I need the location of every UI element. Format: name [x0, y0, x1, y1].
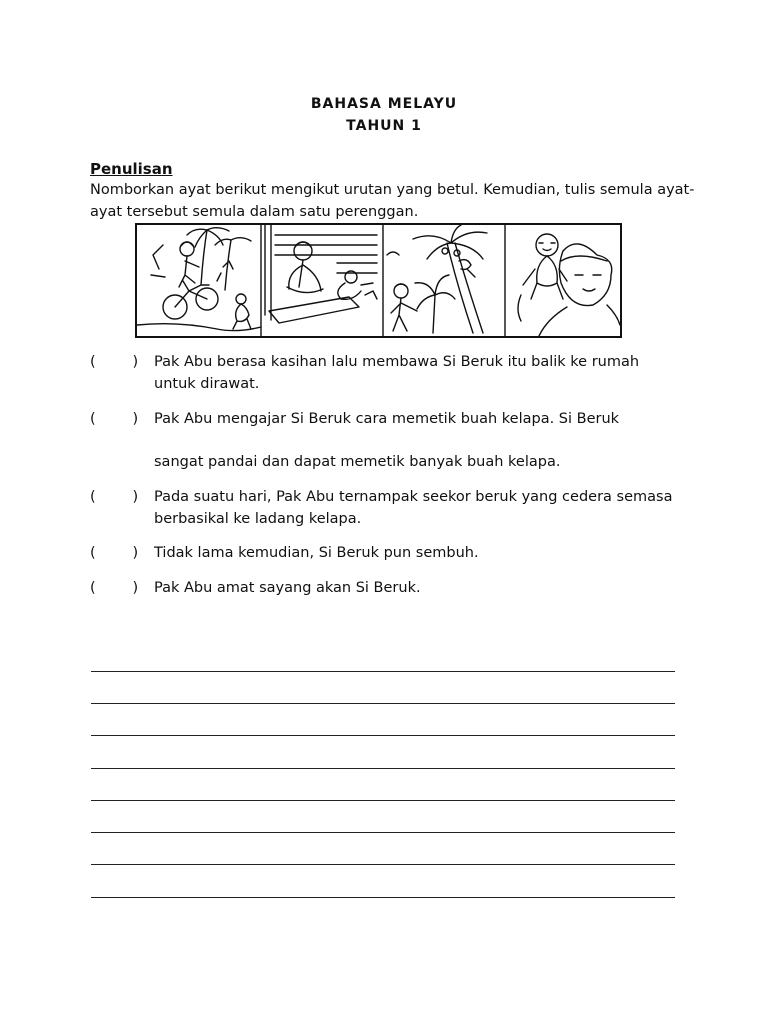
sentence-1-line-2: untuk dirawat. [154, 376, 260, 392]
sentence-2-line-1: Pak Abu mengajar Si Beruk cara memetik buah kelapa. Si Beruk [154, 411, 620, 427]
section-heading: Penulisan [90, 160, 173, 178]
answer-bracket-4[interactable]: ( ) [90, 545, 139, 561]
answer-bracket-3[interactable]: ( ) [90, 489, 139, 505]
writing-line[interactable] [91, 703, 675, 704]
writing-line[interactable] [91, 832, 675, 833]
writing-line[interactable] [91, 768, 675, 769]
writing-line[interactable] [91, 735, 675, 736]
sentence-4-line-1: Tidak lama kemudian, Si Beruk pun sembuh. [154, 545, 479, 561]
sentence-3-line-2: berbasikal ke ladang kelapa. [154, 511, 362, 527]
sentence-1-line-1: Pak Abu berasa kasihan lalu membawa Si Beruk itu balik ke rumah [154, 354, 640, 370]
panel-coconut-tree-illustration [387, 225, 487, 333]
answer-bracket-5[interactable]: ( ) [90, 580, 139, 596]
sentence-3-line-1: Pada suatu hari, Pak Abu ternampak seekor beruk yang cedera semasa [154, 489, 673, 505]
instruction-line-2: ayat tersebut semula dalam satu perenggan. [90, 204, 419, 220]
instruction-line-1: Nomborkan ayat berikut mengikut urutan yang betul. Kemudian, tulis semula ayat- [90, 182, 695, 198]
answer-bracket-1[interactable]: ( ) [90, 354, 139, 370]
writing-line[interactable] [91, 897, 675, 898]
panel-house-illustration [265, 225, 377, 323]
answer-bracket-2[interactable]: ( ) [90, 411, 139, 427]
writing-line[interactable] [91, 864, 675, 865]
panel-bicycle-illustration [137, 228, 261, 331]
subject-title: BAHASA MELAYU [310, 96, 458, 112]
picture-strip [135, 223, 622, 338]
writing-line[interactable] [91, 671, 675, 672]
sentence-2-line-2: sangat pandai dan dapat memetik banyak buah kelapa. [154, 454, 561, 470]
sentence-5-line-1: Pak Abu amat sayang akan Si Beruk. [154, 580, 421, 596]
grade-title: TAHUN 1 [346, 118, 422, 134]
writing-line[interactable] [91, 800, 675, 801]
panel-man-monkey-illustration [518, 234, 620, 336]
